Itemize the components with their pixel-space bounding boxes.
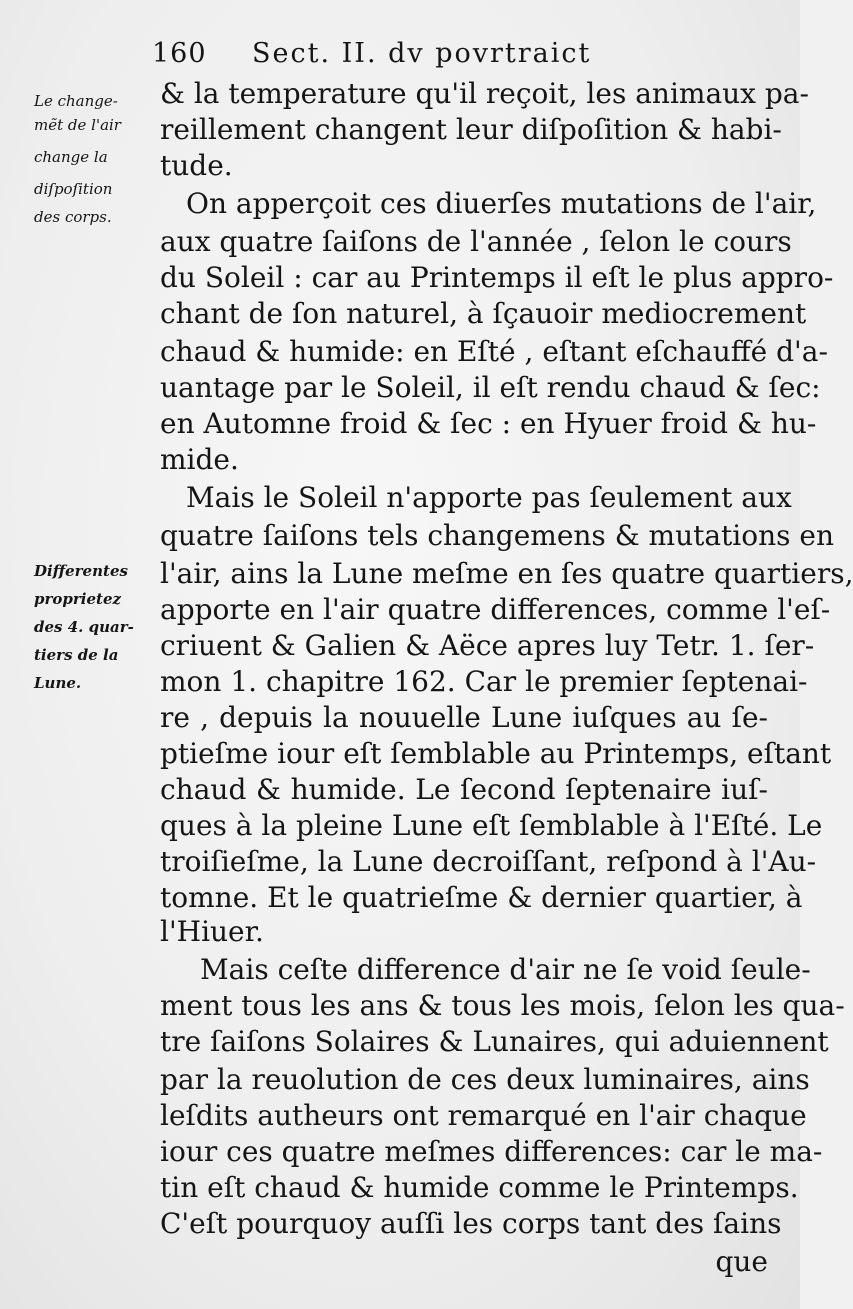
text-line: du Soleil : car au Printemps il eſt le plus appro- bbox=[160, 261, 834, 294]
text-line: aux quatre ſaiſons de l'année , ſelon le cours bbox=[160, 225, 792, 258]
text-line: tude. bbox=[160, 149, 233, 182]
text-line: ques à la pleine Lune eſt ſemblable à l'Eſté. Le bbox=[160, 809, 823, 842]
text-line: reillement changent leur diſpoſition & habi- bbox=[160, 113, 782, 146]
margin-note-line: des 4. quar- bbox=[34, 618, 134, 636]
text-line: iour ces quatre meſmes differences: car le ma- bbox=[160, 1135, 823, 1168]
text-line: mide. bbox=[160, 443, 239, 476]
text-line: tomne. Et le quatrieſme & dernier quartier, à bbox=[160, 881, 803, 914]
text-line: tin eſt chaud & humide comme le Printemps. bbox=[160, 1171, 799, 1204]
text-line: tre ſaiſons Solaires & Lunaires, qui aduiennent bbox=[160, 1025, 829, 1058]
margin-note-line: Le change- bbox=[34, 92, 118, 110]
text-line: re , depuis la nouuelle Lune iuſques au ſe- bbox=[160, 701, 768, 734]
text-line: C'eſt pourquoy auſſi les corps tant des ſains bbox=[160, 1207, 782, 1240]
margin-note-line: Lune. bbox=[34, 674, 82, 692]
text-line: chant de ſon naturel, à ſçauoir mediocrement bbox=[160, 297, 807, 330]
page-number: 160 bbox=[152, 38, 207, 69]
margin-note-line: proprietez bbox=[34, 590, 122, 608]
text-line: leſdits autheurs ont remarqué en l'air chaque bbox=[160, 1099, 807, 1132]
text-line: ptieſme iour eſt ſemblable au Printemps, eſtant bbox=[160, 737, 832, 770]
margin-note-line: diſpoſition bbox=[34, 180, 113, 198]
running-title: Sect. II. dv povrtraict bbox=[252, 38, 592, 69]
text-line: uantage par le Soleil, il eſt rendu chaud & ſec: bbox=[160, 371, 821, 404]
margin-note-line: Differentes bbox=[34, 562, 128, 580]
margin-note-line: des corps. bbox=[34, 208, 112, 226]
text-line: chaud & humide. Le ſecond ſeptenaire iuſ- bbox=[160, 773, 768, 806]
margin-note-line: mẽt de l'air bbox=[34, 116, 121, 134]
text-line: Mais ceſte difference d'air ne ſe void ſeule- bbox=[200, 953, 811, 986]
text-line: l'Hiuer. bbox=[160, 915, 264, 948]
margin-note-line: tiers de la bbox=[34, 646, 119, 664]
running-header bbox=[152, 34, 752, 74]
text-line: mon 1. chapitre 162. Car le premier ſeptenai- bbox=[160, 665, 808, 698]
text-line: l'air, ains la Lune meſme en ſes quatre quartiers, bbox=[160, 557, 853, 590]
text-line: ment tous les ans & tous les mois, ſelon les qua- bbox=[160, 989, 845, 1022]
text-line: apporte en l'air quatre differences, comme l'eſ- bbox=[160, 593, 831, 626]
text-line: quatre ſaiſons tels changemens & mutations en bbox=[160, 519, 835, 552]
text-line: & la temperature qu'il reçoit, les animaux pa- bbox=[160, 77, 809, 110]
text-line: criuent & Galien & Aëce apres luy Tetr. 1. ſer- bbox=[160, 629, 815, 662]
text-line: Mais le Soleil n'apporte pas ſeulement aux bbox=[186, 481, 792, 514]
text-line: par la reuolution de ces deux luminaires, ains bbox=[160, 1063, 810, 1096]
catchword: que bbox=[715, 1245, 768, 1278]
text-line: en Automne froid & ſec : en Hyuer froid & hu- bbox=[160, 407, 817, 440]
text-line: On apperçoit ces diuerſes mutations de l'air, bbox=[186, 187, 817, 220]
text-line: troiſieſme, la Lune decroiſſant, reſpond à l'Au- bbox=[160, 845, 817, 878]
margin-note-line: change la bbox=[34, 148, 108, 166]
text-line: chaud & humide: en Eſté , eſtant eſchauffé d'a- bbox=[160, 335, 828, 368]
